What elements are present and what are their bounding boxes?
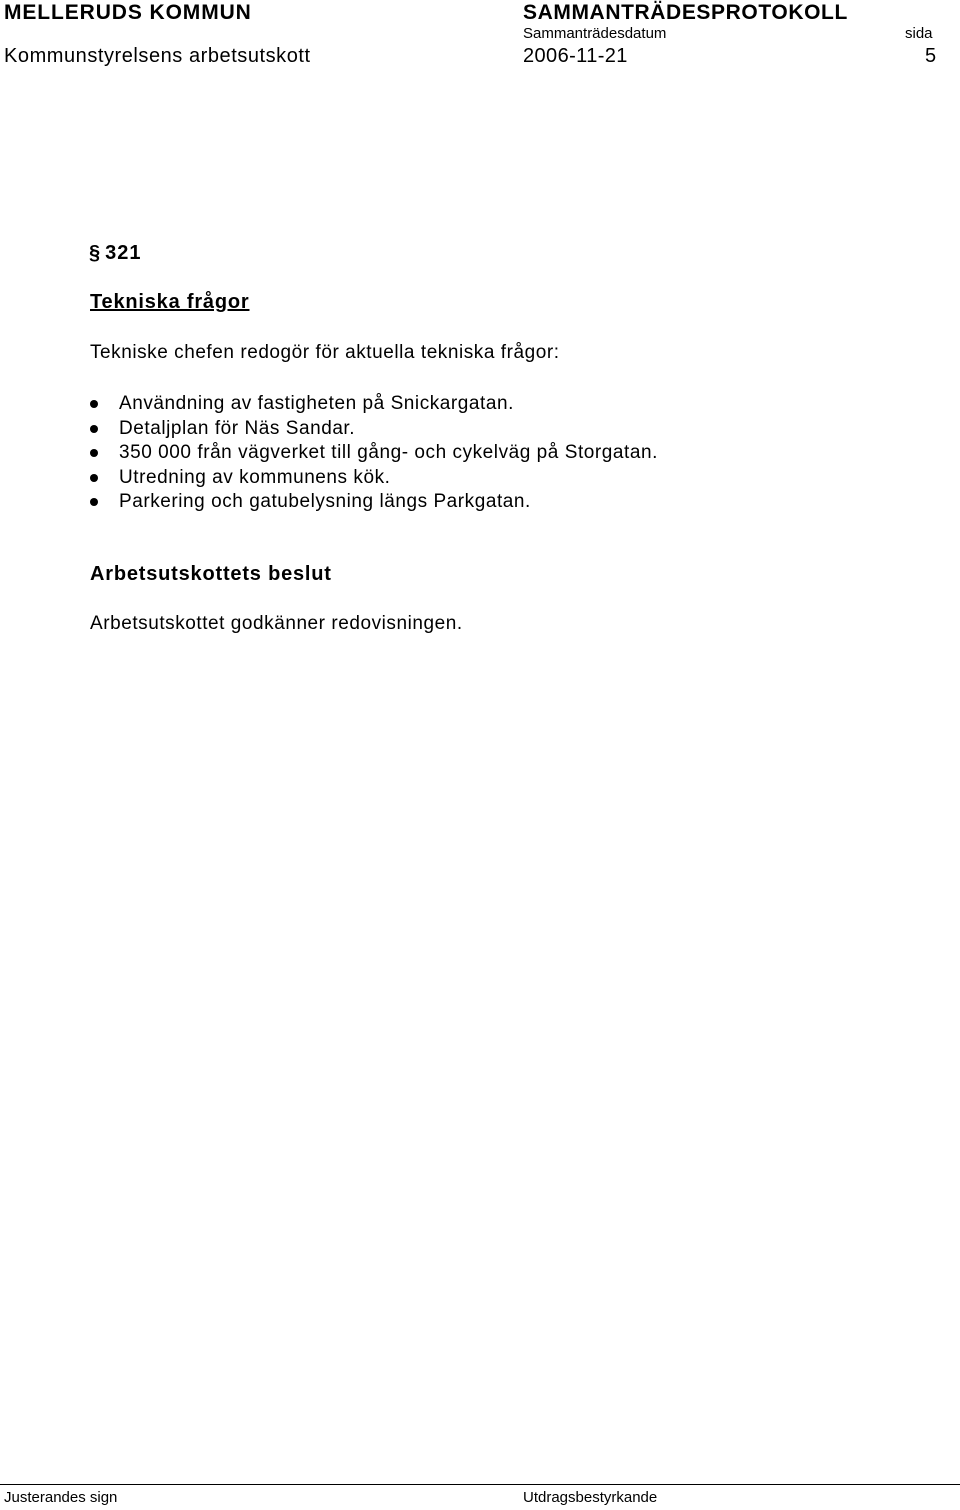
list-item xyxy=(90,392,658,417)
certification-label: Utdragsbestyrkande xyxy=(523,1489,658,1506)
topic-list xyxy=(90,392,658,515)
footer-divider xyxy=(0,1484,960,1485)
list-item-text: 350 000 från vägverket till gång- och cykelväg på Storgatan. xyxy=(119,442,658,463)
section-title: Tekniska frågor xyxy=(90,291,250,313)
list-item-text: Detaljplan för Näs Sandar. xyxy=(119,417,356,439)
signature-label: Justerandes sign xyxy=(4,1489,118,1506)
bullet-icon xyxy=(90,474,98,482)
paragraph-sign: § xyxy=(89,242,102,264)
bullet-icon xyxy=(90,449,98,457)
meeting-date: 2006-11-21 xyxy=(523,45,628,67)
committee-name: Kommunstyrelsens arbetsutskott xyxy=(4,45,311,67)
organization-name: MELLERUDS KOMMUN xyxy=(4,1,252,24)
meeting-date-label: Sammanträdesdatum xyxy=(523,25,667,42)
section-intro: Tekniske chefen redogör för aktuella tekniska frågor: xyxy=(90,342,560,363)
bullet-icon xyxy=(90,400,98,408)
list-item xyxy=(90,490,658,515)
bullet-icon xyxy=(90,425,98,433)
list-item-text: Användning av fastigheten på Snickargatan. xyxy=(119,393,514,414)
list-item xyxy=(90,466,658,491)
list-item-text: Parkering och gatubelysning längs Parkgatan. xyxy=(119,491,531,512)
decision-heading: Arbetsutskottets beslut xyxy=(90,563,332,585)
section-number xyxy=(89,242,142,265)
list-item xyxy=(90,417,658,442)
decision-text: Arbetsutskottet godkänner redovisningen. xyxy=(90,613,463,634)
page-number: 5 xyxy=(925,45,937,67)
bullet-icon xyxy=(90,498,98,506)
page-label: sida xyxy=(905,25,933,42)
list-item-text: Utredning av kommunens kök. xyxy=(119,466,391,488)
list-item xyxy=(90,441,658,466)
document-type: SAMMANTRÄDESPROTOKOLL xyxy=(523,1,848,24)
section-number-value: 321 xyxy=(105,242,142,264)
